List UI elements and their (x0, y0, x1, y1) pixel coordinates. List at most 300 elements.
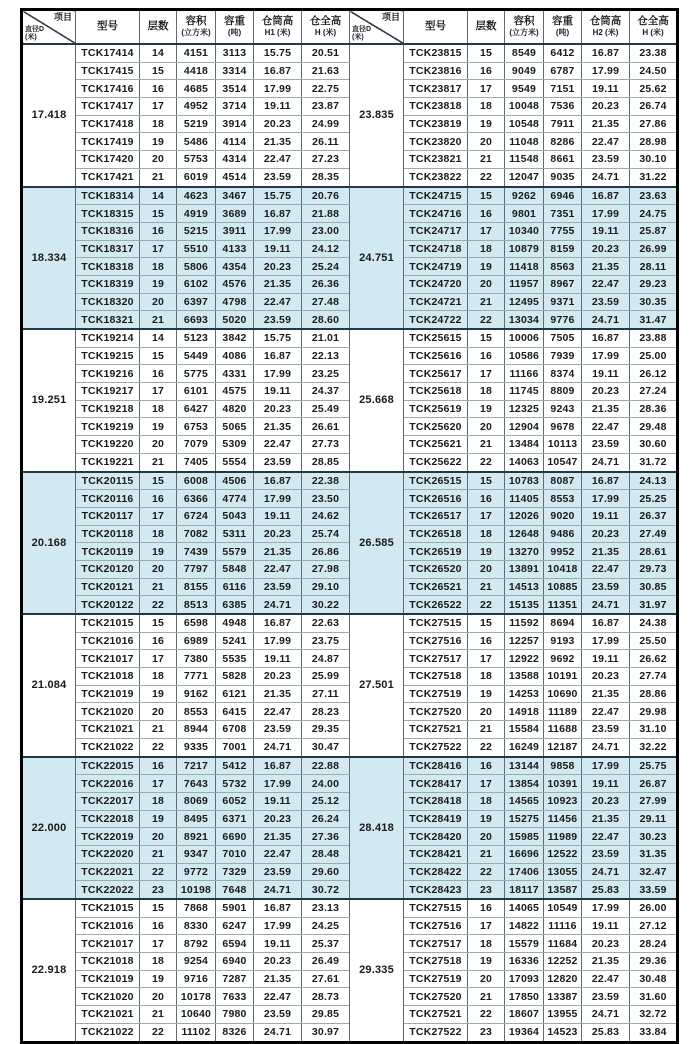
layers-cell: 18 (140, 400, 177, 418)
model-cell: TCK23816 (404, 62, 468, 80)
full-height-cell: 26.86 (302, 543, 350, 561)
layers-cell: 21 (140, 311, 177, 329)
cyl-height-cell: 21.35 (254, 133, 302, 151)
cyl-height-cell: 23.59 (254, 863, 302, 881)
full-height-cell: 27.36 (302, 828, 350, 846)
weight-cell: 4133 (216, 240, 254, 258)
volume-cell: 11102 (177, 1023, 216, 1042)
full-height-cell: 30.23 (630, 828, 678, 846)
full-height-cell: 25.37 (302, 935, 350, 953)
layers-cell: 15 (468, 614, 505, 632)
weight-cell: 4331 (216, 365, 254, 383)
weight-cell: 9952 (544, 543, 582, 561)
model-cell: TCK17421 (76, 168, 140, 186)
model-cell: TCK19217 (76, 383, 140, 401)
model-cell: TCK22018 (76, 810, 140, 828)
full-height-cell: 24.99 (302, 115, 350, 133)
cyl-height-cell: 15.75 (254, 329, 302, 347)
diameter-cell: 29.335 (350, 899, 404, 1042)
full-height-cell: 33.84 (630, 1023, 678, 1042)
volume-cell: 5123 (177, 329, 216, 347)
weight-cell: 7648 (216, 881, 254, 899)
layers-cell: 18 (468, 935, 505, 953)
volume-cell: 12325 (505, 400, 544, 418)
layers-cell: 20 (140, 560, 177, 578)
cyl-height-cell: 24.71 (582, 453, 630, 471)
model-cell: TCK24720 (404, 275, 468, 293)
layers-cell: 17 (468, 917, 505, 935)
weight-cell: 5848 (216, 560, 254, 578)
cyl-height-cell: 20.23 (254, 400, 302, 418)
full-height-cell: 25.24 (302, 258, 350, 276)
layers-cell: 17 (140, 775, 177, 793)
cyl-height-cell: 25.83 (582, 881, 630, 899)
model-cell: TCK21019 (76, 685, 140, 703)
layers-cell: 16 (140, 222, 177, 240)
full-height-cell: 22.88 (302, 757, 350, 775)
cyl-height-cell: 23.59 (582, 845, 630, 863)
header-volume-right: 容积 (立方米) (505, 10, 544, 45)
volume-cell: 13588 (505, 668, 544, 686)
model-cell: TCK20116 (76, 490, 140, 508)
cyl-height-cell: 23.59 (254, 311, 302, 329)
volume-cell: 5806 (177, 258, 216, 276)
model-cell: TCK21017 (76, 935, 140, 953)
model-cell: TCK27522 (404, 1023, 468, 1042)
cyl-height-cell: 24.71 (582, 863, 630, 881)
model-cell: TCK25617 (404, 365, 468, 383)
model-cell: TCK20122 (76, 596, 140, 614)
table-row (22, 757, 678, 775)
volume-cell: 6101 (177, 383, 216, 401)
full-height-cell: 28.11 (630, 258, 678, 276)
full-height-cell: 23.38 (630, 44, 678, 62)
volume-cell: 14063 (505, 453, 544, 471)
full-height-cell: 27.73 (302, 436, 350, 454)
layers-cell: 20 (140, 828, 177, 846)
layers-cell: 18 (468, 383, 505, 401)
weight-cell: 6415 (216, 703, 254, 721)
cyl-height-cell: 17.99 (582, 347, 630, 365)
full-height-cell: 30.10 (630, 151, 678, 169)
model-cell: TCK19219 (76, 418, 140, 436)
layers-cell: 18 (140, 258, 177, 276)
cyl-height-cell: 17.99 (582, 490, 630, 508)
cyl-height-cell: 16.87 (254, 614, 302, 632)
model-cell: TCK21015 (76, 899, 140, 917)
volume-cell: 6753 (177, 418, 216, 436)
layers-cell: 21 (140, 721, 177, 739)
full-height-cell: 22.75 (302, 80, 350, 98)
layers-cell: 22 (468, 311, 505, 329)
volume-cell: 8330 (177, 917, 216, 935)
full-height-cell: 31.72 (630, 453, 678, 471)
cyl-height-cell: 23.59 (582, 721, 630, 739)
model-cell: TCK27517 (404, 935, 468, 953)
cyl-height-cell: 25.83 (582, 1023, 630, 1042)
cyl-height-cell: 22.47 (254, 988, 302, 1006)
weight-cell: 6940 (216, 953, 254, 971)
weight-cell: 10391 (544, 775, 582, 793)
layers-cell: 18 (140, 953, 177, 971)
spec-sheet (20, 8, 679, 1044)
diameter-cell: 25.668 (350, 329, 404, 472)
weight-cell: 12252 (544, 953, 582, 971)
model-cell: TCK18314 (76, 187, 140, 205)
cyl-height-cell: 19.11 (254, 98, 302, 116)
header-fullheight-right: 仓全高 H (米) (630, 10, 678, 45)
weight-cell: 5554 (216, 453, 254, 471)
volume-cell: 4685 (177, 80, 216, 98)
model-cell: TCK26519 (404, 543, 468, 561)
volume-cell: 7868 (177, 899, 216, 917)
layers-cell: 17 (140, 507, 177, 525)
full-height-cell: 23.63 (630, 187, 678, 205)
weight-cell: 4576 (216, 275, 254, 293)
model-cell: TCK24721 (404, 293, 468, 311)
cyl-height-cell: 24.71 (254, 596, 302, 614)
layers-cell: 17 (140, 935, 177, 953)
header-diagonal-cell-left (22, 10, 76, 45)
model-cell: TCK20121 (76, 578, 140, 596)
full-height-cell: 27.24 (630, 383, 678, 401)
full-height-cell: 28.48 (302, 845, 350, 863)
cyl-height-cell: 20.23 (582, 383, 630, 401)
header-row (22, 10, 678, 45)
full-height-cell: 29.60 (302, 863, 350, 881)
full-height-cell: 28.86 (630, 685, 678, 703)
weight-cell: 8661 (544, 151, 582, 169)
volume-cell: 7079 (177, 436, 216, 454)
weight-cell: 7151 (544, 80, 582, 98)
model-cell: TCK25621 (404, 436, 468, 454)
layers-cell: 19 (140, 543, 177, 561)
volume-cell: 10048 (505, 98, 544, 116)
layers-cell: 14 (140, 44, 177, 62)
full-height-cell: 29.23 (630, 275, 678, 293)
model-cell: TCK19215 (76, 347, 140, 365)
volume-cell: 7082 (177, 525, 216, 543)
layers-cell: 20 (468, 970, 505, 988)
volume-cell: 18607 (505, 1006, 544, 1024)
weight-cell: 6412 (544, 44, 582, 62)
weight-cell: 3514 (216, 80, 254, 98)
layers-cell: 15 (140, 205, 177, 223)
cyl-height-cell: 23.59 (254, 168, 302, 186)
volume-cell: 9549 (505, 80, 544, 98)
volume-cell: 17093 (505, 970, 544, 988)
cyl-height-cell: 23.59 (254, 453, 302, 471)
cyl-height-cell: 24.71 (582, 738, 630, 756)
weight-cell: 6121 (216, 685, 254, 703)
volume-cell: 11745 (505, 383, 544, 401)
model-cell: TCK24716 (404, 205, 468, 223)
volume-cell: 10178 (177, 988, 216, 1006)
model-cell: TCK23821 (404, 151, 468, 169)
weight-cell: 6385 (216, 596, 254, 614)
weight-cell: 7505 (544, 329, 582, 347)
weight-cell: 7329 (216, 863, 254, 881)
volume-cell: 15985 (505, 828, 544, 846)
full-height-cell: 27.98 (302, 560, 350, 578)
model-cell: TCK22016 (76, 775, 140, 793)
layers-cell: 19 (140, 685, 177, 703)
weight-cell: 4314 (216, 151, 254, 169)
model-cell: TCK17420 (76, 151, 140, 169)
weight-cell: 5901 (216, 899, 254, 917)
full-height-cell: 31.47 (630, 311, 678, 329)
diameter-cell: 22.000 (22, 757, 76, 900)
volume-cell: 12026 (505, 507, 544, 525)
layers-cell: 20 (140, 988, 177, 1006)
cyl-height-cell: 22.47 (582, 703, 630, 721)
cyl-height-cell: 21.35 (582, 258, 630, 276)
full-height-cell: 26.11 (302, 133, 350, 151)
weight-cell: 14523 (544, 1023, 582, 1042)
weight-cell: 3842 (216, 329, 254, 347)
weight-cell: 11989 (544, 828, 582, 846)
weight-cell: 5311 (216, 525, 254, 543)
volume-cell: 4919 (177, 205, 216, 223)
volume-cell: 8792 (177, 935, 216, 953)
diameter-cell: 23.835 (350, 44, 404, 187)
full-height-cell: 26.74 (630, 98, 678, 116)
layers-cell: 19 (468, 258, 505, 276)
volume-cell: 6019 (177, 168, 216, 186)
volume-cell: 6989 (177, 632, 216, 650)
weight-cell: 4798 (216, 293, 254, 311)
volume-cell: 10783 (505, 472, 544, 490)
cyl-height-cell: 22.47 (582, 275, 630, 293)
cyl-height-cell: 20.23 (582, 668, 630, 686)
cyl-height-cell: 21.35 (582, 810, 630, 828)
weight-cell: 8694 (544, 614, 582, 632)
layers-cell: 17 (468, 80, 505, 98)
model-cell: TCK27518 (404, 953, 468, 971)
model-cell: TCK21022 (76, 738, 140, 756)
model-cell: TCK26517 (404, 507, 468, 525)
volume-cell: 7643 (177, 775, 216, 793)
full-height-cell: 30.35 (630, 293, 678, 311)
layers-cell: 16 (468, 490, 505, 508)
model-cell: TCK28417 (404, 775, 468, 793)
weight-cell: 4948 (216, 614, 254, 632)
model-cell: TCK18316 (76, 222, 140, 240)
header-diameter-label: 直径D (米) (25, 25, 45, 41)
volume-cell: 11166 (505, 365, 544, 383)
layers-cell: 21 (140, 168, 177, 186)
layers-cell: 18 (468, 525, 505, 543)
weight-cell: 13587 (544, 881, 582, 899)
cyl-height-cell: 16.87 (254, 62, 302, 80)
model-cell: TCK20118 (76, 525, 140, 543)
cyl-height-cell: 23.59 (254, 1006, 302, 1024)
full-height-cell: 25.25 (630, 490, 678, 508)
cyl-height-cell: 23.59 (582, 436, 630, 454)
cyl-height-cell: 16.87 (582, 614, 630, 632)
layers-cell: 23 (468, 881, 505, 899)
cyl-height-cell: 23.59 (254, 578, 302, 596)
volume-cell: 6366 (177, 490, 216, 508)
diameter-cell: 22.918 (22, 899, 76, 1042)
diameter-cell: 27.501 (350, 614, 404, 757)
cyl-height-cell: 19.11 (582, 507, 630, 525)
cyl-height-cell: 21.35 (254, 828, 302, 846)
volume-cell: 14253 (505, 685, 544, 703)
volume-cell: 9162 (177, 685, 216, 703)
weight-cell: 10191 (544, 668, 582, 686)
cyl-height-cell: 16.87 (582, 329, 630, 347)
weight-cell: 11684 (544, 935, 582, 953)
cyl-height-cell: 16.87 (582, 44, 630, 62)
weight-cell: 3314 (216, 62, 254, 80)
model-cell: TCK20117 (76, 507, 140, 525)
layers-cell: 16 (468, 757, 505, 775)
model-cell: TCK27515 (404, 614, 468, 632)
table-row (22, 329, 678, 347)
cyl-height-cell: 23.59 (582, 578, 630, 596)
volume-cell: 15135 (505, 596, 544, 614)
model-cell: TCK28418 (404, 792, 468, 810)
model-cell: TCK27516 (404, 917, 468, 935)
full-height-cell: 27.74 (630, 668, 678, 686)
diameter-cell: 26.585 (350, 472, 404, 615)
model-cell: TCK21016 (76, 632, 140, 650)
full-height-cell: 27.49 (630, 525, 678, 543)
volume-cell: 7797 (177, 560, 216, 578)
header-cylheight-left: 仓筒高 H1 (米) (254, 10, 302, 45)
model-cell: TCK22017 (76, 792, 140, 810)
layers-cell: 17 (140, 650, 177, 668)
weight-cell: 13055 (544, 863, 582, 881)
full-height-cell: 30.72 (302, 881, 350, 899)
full-height-cell: 25.62 (630, 80, 678, 98)
layers-cell: 22 (468, 1006, 505, 1024)
weight-cell: 7755 (544, 222, 582, 240)
cyl-height-cell: 20.23 (254, 668, 302, 686)
volume-cell: 8553 (177, 703, 216, 721)
weight-cell: 9776 (544, 311, 582, 329)
volume-cell: 16696 (505, 845, 544, 863)
cyl-height-cell: 22.47 (254, 293, 302, 311)
full-height-cell: 29.98 (630, 703, 678, 721)
cyl-height-cell: 23.59 (582, 293, 630, 311)
cyl-height-cell: 21.35 (582, 115, 630, 133)
weight-cell: 6708 (216, 721, 254, 739)
full-height-cell: 26.87 (630, 775, 678, 793)
layers-cell: 21 (468, 151, 505, 169)
full-height-cell: 31.35 (630, 845, 678, 863)
table-row (22, 614, 678, 632)
weight-cell: 7980 (216, 1006, 254, 1024)
full-height-cell: 26.62 (630, 650, 678, 668)
weight-cell: 9035 (544, 168, 582, 186)
full-height-cell: 24.13 (630, 472, 678, 490)
model-cell: TCK25618 (404, 383, 468, 401)
cyl-height-cell: 17.99 (582, 205, 630, 223)
cyl-height-cell: 19.11 (582, 80, 630, 98)
layers-cell: 19 (468, 115, 505, 133)
volume-cell: 8549 (505, 44, 544, 62)
full-height-cell: 21.01 (302, 329, 350, 347)
full-height-cell: 23.25 (302, 365, 350, 383)
full-height-cell: 24.75 (630, 205, 678, 223)
layers-cell: 16 (140, 632, 177, 650)
cyl-height-cell: 24.71 (254, 738, 302, 756)
full-height-cell: 28.61 (630, 543, 678, 561)
full-height-cell: 30.48 (630, 970, 678, 988)
volume-cell: 5215 (177, 222, 216, 240)
full-height-cell: 24.62 (302, 507, 350, 525)
layers-cell: 15 (140, 614, 177, 632)
full-height-cell: 30.97 (302, 1023, 350, 1042)
model-cell: TCK17419 (76, 133, 140, 151)
table-row (22, 187, 678, 205)
layers-cell: 18 (468, 240, 505, 258)
model-cell: TCK19218 (76, 400, 140, 418)
volume-cell: 8921 (177, 828, 216, 846)
layers-cell: 20 (140, 436, 177, 454)
cyl-height-cell: 21.35 (582, 685, 630, 703)
cyl-height-cell: 16.87 (254, 899, 302, 917)
full-height-cell: 25.49 (302, 400, 350, 418)
model-cell: TCK27515 (404, 899, 468, 917)
volume-cell: 7439 (177, 543, 216, 561)
weight-cell: 5579 (216, 543, 254, 561)
layers-cell: 21 (468, 293, 505, 311)
model-cell: TCK25615 (404, 329, 468, 347)
cyl-height-cell: 16.87 (254, 472, 302, 490)
model-cell: TCK23815 (404, 44, 468, 62)
layers-cell: 19 (140, 275, 177, 293)
cyl-height-cell: 20.23 (254, 953, 302, 971)
cyl-height-cell: 20.23 (582, 935, 630, 953)
layers-cell: 16 (140, 80, 177, 98)
layers-cell: 17 (140, 383, 177, 401)
model-cell: TCK26515 (404, 472, 468, 490)
full-height-cell: 32.22 (630, 738, 678, 756)
volume-cell: 13854 (505, 775, 544, 793)
cyl-height-cell: 21.35 (254, 275, 302, 293)
cyl-height-cell: 17.99 (582, 62, 630, 80)
weight-cell: 7010 (216, 845, 254, 863)
layers-cell: 22 (468, 453, 505, 471)
full-height-cell: 24.12 (302, 240, 350, 258)
layers-cell: 22 (468, 738, 505, 756)
volume-cell: 14065 (505, 899, 544, 917)
diameter-cell: 18.334 (22, 187, 76, 330)
cyl-height-cell: 22.47 (582, 970, 630, 988)
weight-cell: 6787 (544, 62, 582, 80)
header-weight-left: 容重 (吨) (216, 10, 254, 45)
model-cell: TCK19221 (76, 453, 140, 471)
model-cell: TCK24722 (404, 311, 468, 329)
weight-cell: 12522 (544, 845, 582, 863)
weight-cell: 9371 (544, 293, 582, 311)
full-height-cell: 31.60 (630, 988, 678, 1006)
model-cell: TCK27517 (404, 650, 468, 668)
layers-cell: 17 (468, 775, 505, 793)
cyl-height-cell: 20.23 (582, 98, 630, 116)
model-cell: TCK18318 (76, 258, 140, 276)
diameter-cell: 28.418 (350, 757, 404, 900)
volume-cell: 9262 (505, 187, 544, 205)
model-cell: TCK21020 (76, 703, 140, 721)
cyl-height-cell: 24.71 (254, 881, 302, 899)
model-cell: TCK27520 (404, 703, 468, 721)
weight-cell: 4506 (216, 472, 254, 490)
full-height-cell: 28.23 (302, 703, 350, 721)
